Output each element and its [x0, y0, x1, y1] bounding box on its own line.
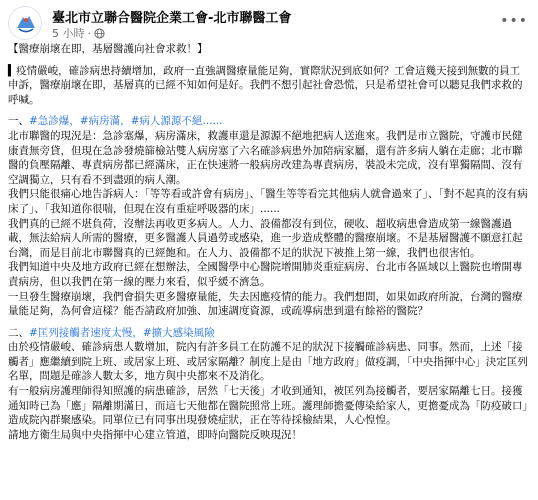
post-meta	[52, 25, 105, 41]
union-logo-icon	[9, 7, 42, 40]
post-header	[8, 6, 530, 40]
post-body	[8, 42, 530, 442]
section-1-paragraph: 一旦發生醫療崩壞，我們會損失更多醫療量能，失去因應疫情的能力。我們想問，如果如政府所說，台灣的醫療量能足夠，為何會這樣？能否請政府加強、加速調度資源，或疏導病患到還有餘裕的醫院？	[8, 290, 523, 318]
hashtag-link[interactable]: #擴大感染風險	[142, 326, 215, 339]
avatar[interactable]	[8, 6, 42, 40]
hashtag-link[interactable]: #病人源源不絕	[130, 115, 203, 128]
section-2-paragraph: 有一般病房護理師得知照護的病患確診，居然「七天後」才收到通知，被匡列為接觸者，要居家隔離七日。接獲通知時已為「應」隔離期滿日，而這七天他都在醫院照常上班。護理師擔憂傳染給家人，更擔憂成為「防疫破口」造成院內群聚感染。同單位已有同事出現發燒症狀，正在等待採檢結果，人心惶惶。	[8, 385, 528, 427]
hashtag-link[interactable]: #病房滿	[79, 115, 121, 128]
section-2-prefix: 二、	[8, 326, 29, 339]
section-2-paragraph: 請地方衛生局與中央指揮中心建立管道，即時向醫院反映現況！	[8, 428, 302, 441]
section-1-heading: 一、#急診爆，#病房滿，#病人源源不絕......	[8, 115, 223, 128]
page-name[interactable]: 臺北市立聯合醫院企業工會-北市聯醫工會	[52, 11, 292, 26]
intro-paragraph: ▍疫情嚴峻，確診病患持續增加，政府一直強調醫療量能足夠，實際狀況到底如何？工會這幾天接到無數的員工申訴，醫療崩壞在即，基層真的已經不知如何是好。我們不想引起社會恐慌，只是希望社會可以聽見我們求救的呼喊。	[8, 64, 523, 106]
more-options-icon[interactable]: •••	[500, 13, 528, 29]
section-1-paragraph: 我們只能很痛心地告訴病人：「等等看或許會有病房」、「醫生等等看完其他病人就會過來了」、「對不起真的沒有病床了」、「我知道你很喘，但現在沒有重症呼吸器的床」......	[8, 188, 528, 215]
meta-separator: ·	[87, 26, 91, 40]
post-title: 【醫療崩壞在即，基層醫護向社會求救！】	[8, 43, 208, 55]
section-1-paragraph: 我們知道中央及地方政府已經在想辦法，全國醫學中心醫院增開肺炎重症病房、台北市各區域以上醫院也增開專責病房，但以我們在第一線的壓力來看，似乎緩不濟急。	[8, 261, 523, 288]
post-time[interactable]: 5 小時	[52, 27, 85, 40]
section-1-paragraph: 北市聯醫的現況是：急診塞爆，病房滿床，救護車還是源源不絕地把病人送進來。我們是市立醫院，守護市民健康責無旁貸，但現在急診發燒篩檢站雙人病房塞了六名確診病患外加陪病家屬，還有許多病人躺在走廊；北市聯醫的負壓隔離、專責病房都已經滿床，正在快速將一般病房改建為專責病房，裝設未完成，沒有單獨隔間、沒有空調獨立，只有看不到盡頭的病人潮。	[8, 129, 523, 186]
section-1-paragraph: 我們真的已經不堪負荷，沒辦法再收更多病人。人力、設備都沒有到位，硬收、超收病患會造成第一線醫護過載，無法給病人所需的醫療，更多醫護人員過勞或感染，進一步造成整體的醫療崩壞。不是基層醫護不願意扛起台灣，而是目前北市聯醫真的已經飽和。在人力、設備都不足的狀況下被推上第一線，我們也很害怕。	[8, 217, 523, 259]
section-1-suffix: ......	[202, 115, 223, 128]
globe-icon	[94, 28, 105, 39]
hashtag-link[interactable]: #匡列接觸者速度太慢	[29, 326, 133, 339]
hashtag-link[interactable]: #急診爆	[29, 115, 70, 128]
section-2-heading: 二、#匡列接觸者速度太慢，#擴大感染風險	[8, 326, 215, 339]
section-1-prefix: 一、	[8, 115, 29, 128]
section-2-paragraph: 由於疫情嚴峻、確診病患人數增加，院內有許多員工在防護不足的狀況下接觸確診病患、同事。然而，上述「接觸者」應繼續到院上班、或居家上班、或居家隔離？制度上是由「地方政府」做疫調，「中央指揮中心」決定匡列名單，問題是確診人數太多，地方與中央都來不及消化。	[8, 341, 528, 383]
